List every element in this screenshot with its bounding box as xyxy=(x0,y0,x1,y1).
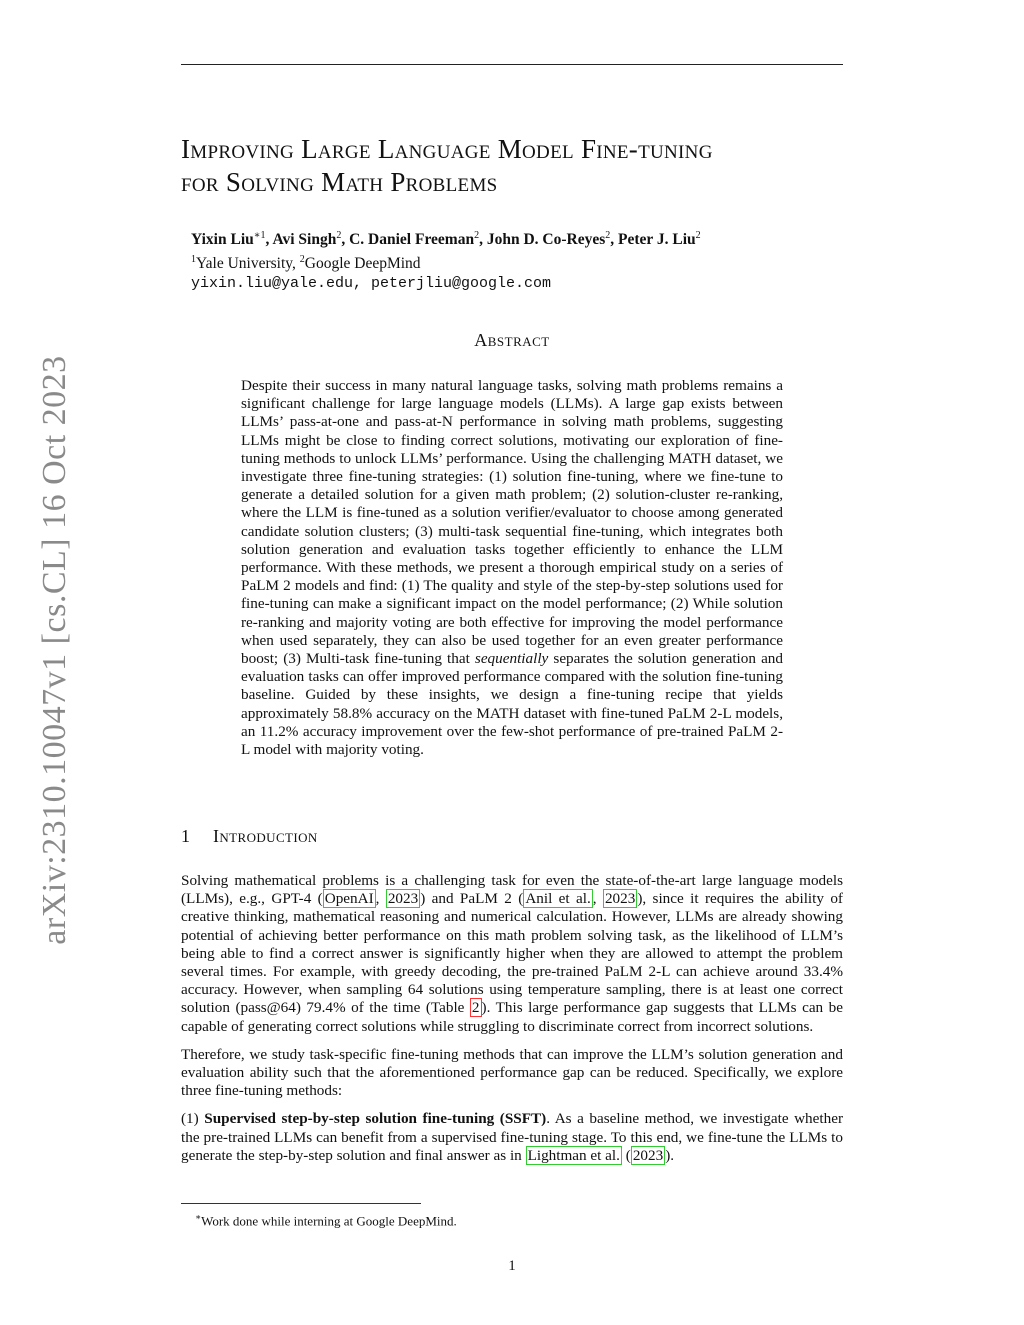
citation-separator: , xyxy=(375,890,386,908)
footnote-rule xyxy=(181,1203,421,1204)
section-number: 1 xyxy=(181,826,191,846)
abstract-heading: Abstract xyxy=(474,330,550,350)
section-title: Introduction xyxy=(213,826,318,846)
author-4: John D. Co-Reyes xyxy=(486,231,606,249)
intro-paragraph-3 xyxy=(181,1110,843,1165)
author-1: Yixin Liu xyxy=(191,231,254,249)
citation-openai-year-link[interactable]: 2023 xyxy=(387,890,419,908)
footnote xyxy=(195,1209,835,1229)
author-emails: yixin.liu@yale.edu, peterjliu@google.com xyxy=(191,275,552,293)
author-3: C. Daniel Freeman xyxy=(349,231,475,249)
author-5-affil: 2 xyxy=(695,230,701,241)
paper-title xyxy=(181,133,861,199)
citation-anil-link[interactable]: Anil et al. xyxy=(525,890,591,908)
intro-p1-text-1: Solving mathematical problems is a challenging task for even the state-of-the-art large language models (LLMs), e.g., GPT-4 ( xyxy=(181,872,843,908)
intro-p1-text-3: ), since it requires the ability of creative thinking, mathematical reasoning and numerical calculation. However, LLMs are already showing potential of achieving better performance on this math problem solving task, as the likelihood of LLM’s being able to find a correct answer is significantly higher when they are allowed to attempt the problem several times. For example, with greedy decoding, the pre-trained PaLM 2-L can achieve around 33.4% accuracy. However, when sampling 64 solutions using temperature sampling, there is at least one correct solution (pass@64) 79.4% of the time (Table xyxy=(181,890,843,1017)
abstract-text xyxy=(241,377,783,759)
citation-anil-year-link[interactable]: 2023 xyxy=(604,890,636,908)
affiliation-1-marker: 1 xyxy=(191,254,196,266)
affiliations xyxy=(191,250,831,274)
intro-paragraph-1 xyxy=(181,872,843,1036)
page-number: 1 xyxy=(508,1258,516,1274)
title-line-1: Improving Large Language Model Fine-tuning xyxy=(181,134,713,164)
author-5: Peter J. Liu xyxy=(618,231,696,249)
intro-p1-text-4: ). This large performance gap suggests that LLMs can be capable of generating correct solutions while struggling to discriminate correct from incorrect solutions. xyxy=(181,999,843,1035)
citation-separator: ( xyxy=(621,1146,631,1164)
author-3-affil: 2 xyxy=(474,230,480,241)
intro-paragraph-2: Therefore, we study task-specific fine-tuning methods that can improve the LLM’s solution generation and evaluation ability such that the aforementioned performance gap can be reduced. Specifically, we explore three fine-tuning methods: xyxy=(181,1045,843,1100)
author-1-affil: ∗1 xyxy=(253,230,266,241)
top-rule xyxy=(181,64,843,65)
author-names: Yixin Liu$^{∗1}$, Avi Singh$^2$, C. Daniel Freeman$^2$, John D. Co-Reyes$^2$, Peter J. Liu$^2$ xyxy=(191,230,701,249)
introduction-body xyxy=(181,872,843,1175)
abstract-italic: sequentially xyxy=(474,650,549,668)
intro-p3-prefix: (1) xyxy=(181,1110,205,1128)
author-4-affil: 2 xyxy=(605,230,611,241)
intro-p3-text-1: . As a baseline method, we investigate whether the pre-trained LLMs can benefit from a supervised fine-tuning stage. To this end, we fine-tune the LLMs to generate the step-by-step solution and final answer as in xyxy=(181,1110,843,1164)
citation-lightman-link[interactable]: Lightman et al. xyxy=(527,1146,620,1164)
title-line-2: for Solving Math Problems xyxy=(181,167,498,197)
abstract-text-part-1: Despite their success in many natural language tasks, solving math problems remains a significant challenge for large language models (LLMs). A large gap exists between LLMs’ pass-at-one and pass-at-N performance in solving math problems, suggesting LLMs might be close to finding correct solutions, motivating our exploration of fine-tuning methods to unlock LLMs’ performance. Using the challenging MATH dataset, we investigate three fine-tuning strategies: (1) solution fine-tuning, where we fine-tune to generate a detailed solution for a given math problem; (2) solution-cluster re-ranking, where the LLM is fine-tuned as a solution verifier/evaluator to choose among generated candidate solution clusters; (3) multi-task sequential fine-tuning, which integrates both solution generation and evaluation tasks together efficiently to enhance the LLM performance. With these methods, we present a thorough empirical study on a series of PaLM 2 models and find: (1) The quality and style of the step-by-step solutions used for fine-tuning can make a significant impact on the model performance; (2) While solution re-ranking and majority voting are both effective for improving the model performance when used separately, they can also be used together for an even greater performance boost; (3) Multi-task fine-tuning that xyxy=(241,377,783,668)
abstract-text-part-2: separates the solution generation and evaluation tasks can offer improved performance compared with the solution fine-tuning baseline. Guided by these insights, we design a fine-tuning recipe that yields approximately 58.8% accuracy on the MATH dataset with fine-tuned PaLM 2-L models, an 11.2% accuracy improvement over the few-shot performance of pre-trained PaLM 2-L model with majority voting. xyxy=(241,650,783,759)
section-heading-introduction xyxy=(181,826,843,847)
author-2-affil: 2 xyxy=(336,230,342,241)
footnote-text: Work done while interning at Google DeepMind. xyxy=(201,1213,457,1229)
intro-p3-text-2: ). xyxy=(665,1146,675,1164)
method-name-ssft: Supervised step-by-step solution fine-tuning (SSFT) xyxy=(204,1110,547,1128)
citation-separator: , xyxy=(592,890,603,908)
citation-openai-link[interactable]: OpenAI xyxy=(324,890,374,908)
affiliation-2-marker: 2 xyxy=(299,254,305,266)
affiliation-1: Yale University, xyxy=(196,255,300,273)
table-reference-link[interactable]: 2 xyxy=(471,999,480,1017)
intro-p1-text-2: ) and PaLM 2 ( xyxy=(420,890,524,908)
author-block xyxy=(191,226,831,294)
author-2: Avi Singh xyxy=(272,231,337,249)
arxiv-identifier: arXiv:2310.10047v1 [cs.CL] 16 Oct 2023 xyxy=(36,355,73,945)
citation-lightman-year-link[interactable]: 2023 xyxy=(632,1146,664,1164)
affiliation-2: Google DeepMind xyxy=(304,255,421,273)
footnote-marker: ∗ xyxy=(195,1212,202,1222)
